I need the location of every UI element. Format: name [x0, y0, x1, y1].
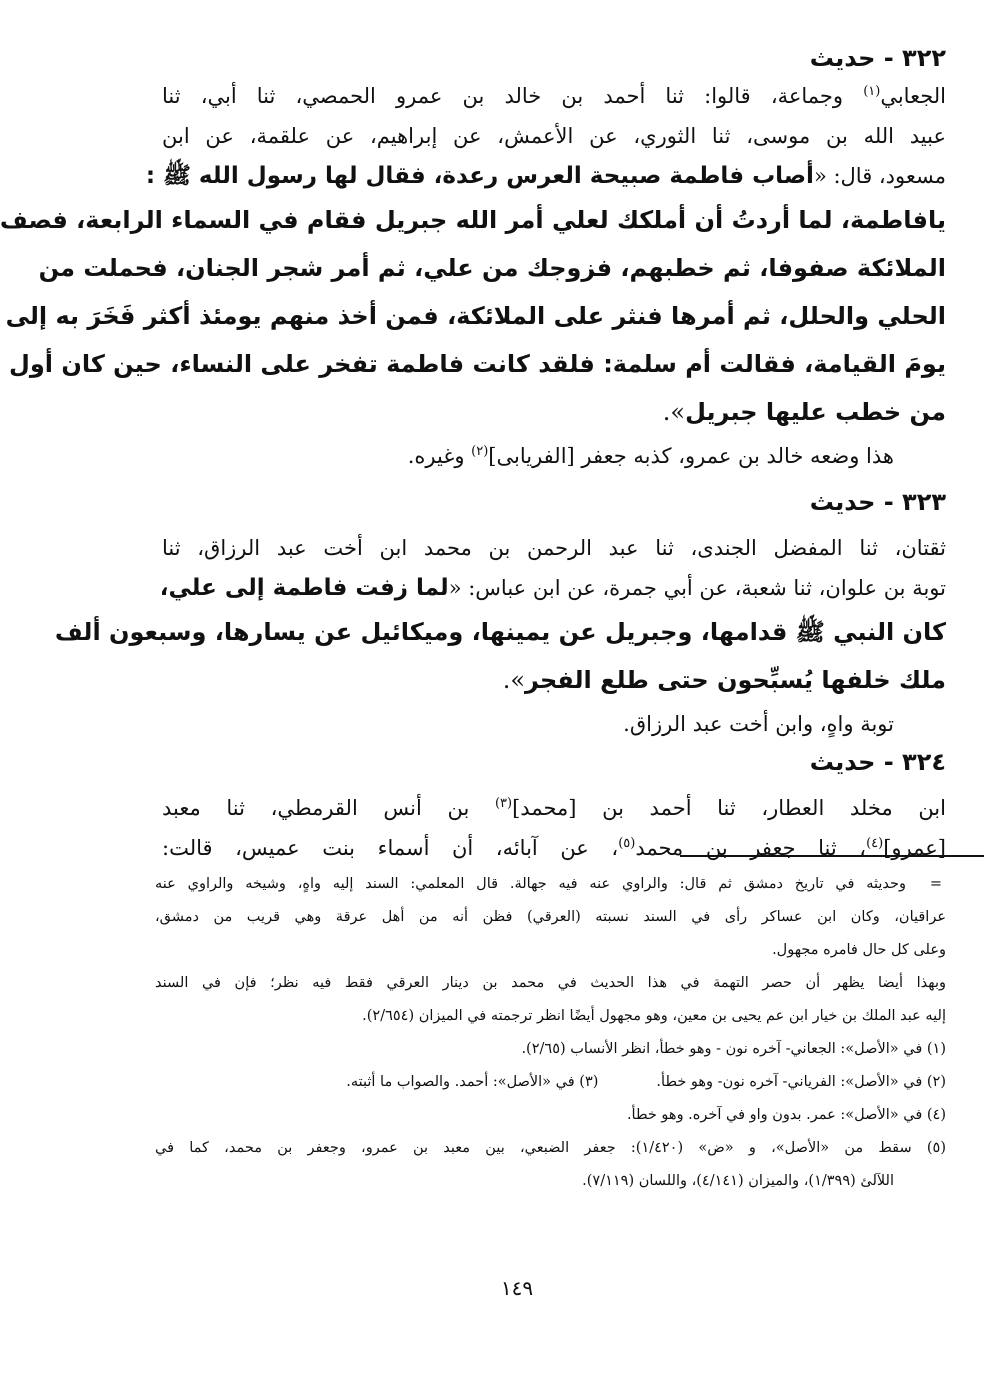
text-line	[162, 76, 946, 116]
hadith-matn-line: يافاطمة، لما أردتُ أن أملكك لعلي أمر الله جبريل فقام في السماء الرابعة، فصف	[0, 206, 946, 234]
footnote-ref-5[interactable]: (٥)	[618, 836, 636, 851]
text-span: ، عن آبائه، أن أسماء بنت عميس، قالت:	[162, 836, 619, 860]
footnote-ref-3[interactable]: (٣)	[494, 796, 513, 811]
footnote-5-cont: اللآلئ (١/٣٩٩)، والميزان (٤/١٤١)، واللسان (٧/١١٩).	[582, 1173, 894, 1189]
hadith-matn: لما زفت فاطمة إلى علي،	[159, 575, 449, 601]
text-span: مسعود، قال: «	[813, 164, 946, 188]
hadith-324-heading: ٣٢٤ - حديث	[809, 748, 946, 776]
text-span: هذا وضعه خالد بن عمرو، كذبه جعفر [الفريابى]	[488, 444, 894, 468]
hadith-matn-line	[162, 656, 946, 704]
footnote-3: (٣) في «الأصل»: أحمد. والصواب ما أثبته.	[346, 1074, 599, 1090]
page-number: ١٤٩	[500, 1276, 534, 1300]
footnote-5: (٥) سقط من «الأصل»، و «ض» (١/٤٢٠): جعفر الضبعي، بين معبد بن عمرو، وجعفر بن محمد، كما في	[155, 1140, 947, 1156]
hadith-matn: أصاب فاطمة صبيحة العرس رعدة، فقال لها رسول الله ﷺ :	[145, 163, 814, 189]
footnotes	[155, 868, 946, 1198]
text-span: ملك خلفها يُسبِّحون حتى طلع الفجر	[525, 666, 946, 694]
footnote-continued-line: إليه عبد الملك بن خيار ابن عم يحيى بن معين، وهو مجهول أيضًا انظر ترجمته في الميزان (٢/٦٥٤).	[362, 1008, 946, 1024]
footnote-1: (١) في «الأصل»: الجعاني- آخره نون - وهو خطأ، انظر الأنساب (٢/٦٥).	[521, 1041, 946, 1057]
footnote-continued-line: عراقيان، وكان ابن عساكر رأى في السند نسبته (العرقي) فظن أنه من أهل عرقة وهي قريب من دمشق،	[155, 909, 946, 925]
text-span: ، ثنا جعفر بن محمد	[635, 836, 867, 860]
hadith-matn-line: الملائكة صفوفا، ثم خطبهم، فزوجك من علي، ثم أمر شجر الجنان، فحملت من	[38, 254, 946, 282]
judgement-line	[162, 436, 946, 476]
text-line	[162, 788, 946, 828]
text-span: ».	[502, 666, 526, 694]
text-span: [عمرو]	[883, 836, 946, 860]
text-line	[145, 156, 946, 196]
judgement-line: توبة واهٍ، وابن أخت عبد الرزاق.	[623, 712, 894, 736]
hadith-matn-line	[162, 388, 946, 436]
hadith-matn-line: كان النبي ﷺ قدامها، وجبريل عن يمينها، وميكائيل عن يسارها، وسبعون ألف	[54, 618, 946, 646]
footnote-ref-4[interactable]: (٤)	[866, 836, 884, 851]
footnote-2-3	[155, 1066, 946, 1099]
text-span: الجعابي	[880, 84, 946, 108]
hadith-matn-line: الحلي والحلل، ثم أمرها فنثر على الملائكة، فمن أخذ منهم يومئذ أكثر فَخَرَ به إلى	[5, 302, 946, 330]
footnote-continued-line	[155, 868, 946, 901]
text-span: وغيره.	[407, 444, 465, 468]
footnote-continued-line: وبهذا أيضا يظهر أن حصر التهمة في هذا الحديث في محمد بن دينار العرقي فقط فيه نظر؛ فإن في السند	[155, 975, 946, 991]
text-span: بن أنس القرمطي، ثنا معبد	[162, 796, 470, 820]
footnote-separator	[680, 855, 984, 857]
hadith-matn-line: يومَ القيامة، فقالت أم سلمة: فلقد كانت فاطمة تفخر على النساء، حين كان أول	[9, 350, 946, 378]
footnote-2: (٢) في «الأصل»: الفرياني- آخره نون- وهو خطأ.	[656, 1074, 946, 1090]
text-span: ابن مخلد العطار، ثنا أحمد بن [محمد]	[512, 796, 946, 820]
footnote-ref-2[interactable]: (٢)	[471, 444, 489, 459]
text-line	[162, 828, 946, 868]
text-span: ».	[662, 398, 686, 426]
text-line: ثقتان، ثنا المفضل الجندى، ثنا عبد الرحمن بن محمد ابن أخت عبد الرزاق، ثنا	[162, 536, 946, 560]
footnote-4: (٤) في «الأصل»: عمر. بدون واو في آخره. وهو خطأ.	[626, 1107, 946, 1123]
text-line: عبيد الله بن موسى، ثنا الثوري، عن الأعمش، عن إبراهيم، عن علقمة، عن ابن	[162, 124, 946, 148]
text-span: توبة بن علوان، ثنا شعبة، عن أبي جمرة، عن ابن عباس: «	[448, 576, 946, 600]
text-span: وجماعة، قالوا: ثنا أحمد بن خالد بن عمرو الحمصي، ثنا أبي، ثنا	[162, 84, 844, 108]
continuation-mark: =	[929, 876, 942, 892]
text-span: من خطب عليها جبريل	[685, 398, 946, 426]
hadith-322-heading: ٣٢٢ - حديث	[809, 44, 946, 72]
footnote-ref-1[interactable]: (١)	[863, 84, 881, 99]
hadith-323-heading: ٣٢٣ - حديث	[809, 488, 946, 516]
text-span: وحديثه في تاريخ دمشق ثم قال: والراوي عنه فيه جهالة. قال المعلمي: السند إليه واهٍ، وشيخه والراوي عنه	[155, 876, 906, 892]
text-line	[159, 568, 946, 608]
footnote-continued-line: وعلى كل حال فامره مجهول.	[772, 942, 946, 958]
main-text	[0, 40, 946, 868]
